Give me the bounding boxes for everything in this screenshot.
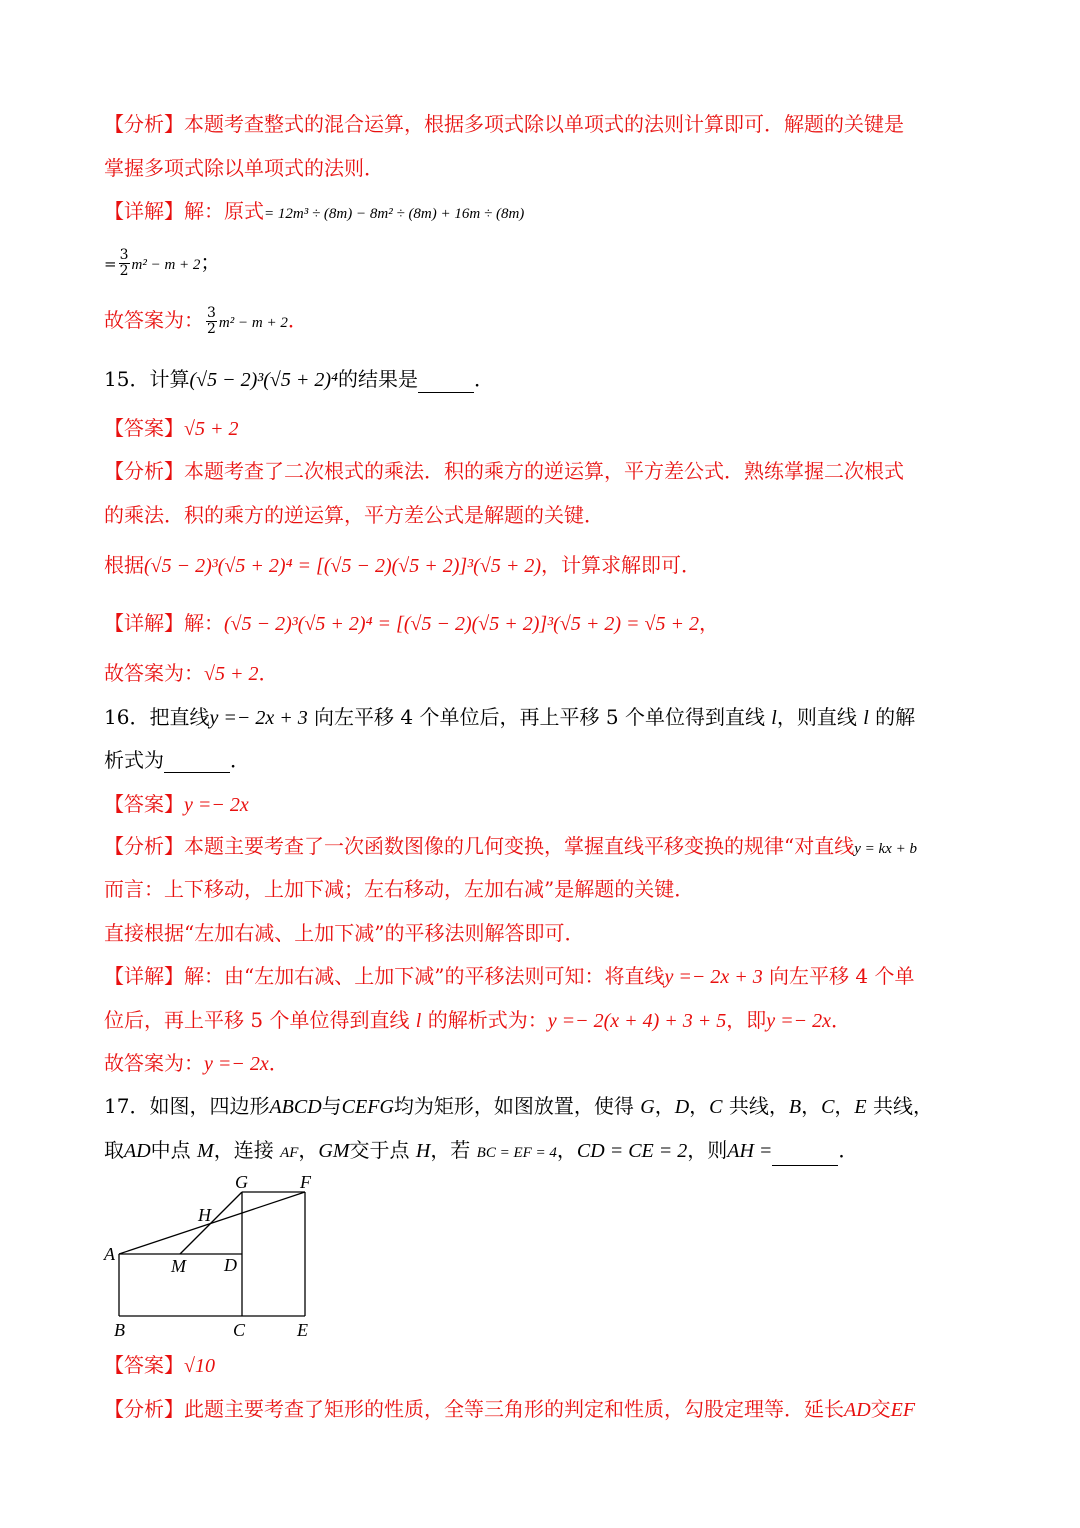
analysis-line-2 bbox=[104, 502, 604, 528]
final-label: 故答案为： bbox=[104, 1051, 204, 1075]
punctuation: ， bbox=[698, 611, 719, 635]
analysis-line bbox=[104, 833, 917, 862]
detail-line bbox=[104, 198, 524, 227]
detail-text: 解： bbox=[184, 611, 224, 635]
math-variable: M bbox=[197, 1140, 214, 1162]
math-variable: B bbox=[788, 1096, 802, 1118]
question-text: ， bbox=[689, 1094, 710, 1118]
segment-af bbox=[119, 1192, 305, 1254]
math-variable: CEFG bbox=[341, 1096, 394, 1118]
punctuation: ． bbox=[838, 1138, 859, 1162]
detail-text: 的解析式为： bbox=[421, 1008, 548, 1032]
math-expression: = 12m³ ÷ (8m) − 8m² ÷ (8m) + 16m ÷ (8m) bbox=[264, 206, 525, 222]
analysis-text: 的乘法．积的乘方的逆运算，平方差公式是解题的关键． bbox=[104, 503, 604, 527]
answer-line bbox=[104, 1352, 215, 1379]
detail-text: ，即 bbox=[726, 1008, 767, 1032]
label-b: B bbox=[114, 1320, 125, 1340]
detail-text: 向左平移 4 个单 bbox=[762, 964, 915, 988]
analysis-label: 【分析】 bbox=[104, 112, 184, 136]
label-c: C bbox=[233, 1320, 246, 1340]
question-15 bbox=[104, 366, 494, 393]
equals-sign: = bbox=[104, 255, 117, 273]
math-variable: AD bbox=[124, 1140, 151, 1162]
label-a: A bbox=[104, 1244, 115, 1264]
punctuation: ． bbox=[230, 748, 250, 772]
detail-label: 【详解】 bbox=[104, 199, 184, 223]
question-text: 交于点 bbox=[349, 1138, 416, 1162]
question-text: ，则 bbox=[687, 1138, 728, 1162]
final-answer-line bbox=[104, 1050, 289, 1077]
detail-label: 【详解】 bbox=[104, 611, 184, 635]
math-variable: ABCD bbox=[269, 1096, 322, 1118]
question-16 bbox=[104, 704, 915, 731]
question-text: 共线， bbox=[866, 1094, 933, 1118]
analysis-text: 掌握多项式除以单项式的法则． bbox=[104, 156, 384, 180]
analysis-line bbox=[104, 458, 904, 484]
final-label: 故答案为： bbox=[104, 308, 204, 332]
answer-label: 【答案】 bbox=[104, 1353, 184, 1377]
fraction bbox=[206, 306, 217, 337]
answer-value: √5 + 2 bbox=[184, 418, 239, 440]
math-expression: y =− 2x + 3 bbox=[209, 707, 308, 729]
detail-line-2 bbox=[104, 1007, 851, 1034]
question-number: 15． bbox=[104, 367, 150, 391]
punctuation: ． bbox=[831, 1008, 852, 1032]
analysis-text: 直接根据“左加右减、上加下减”的平移法则解答即可． bbox=[104, 921, 585, 945]
label-e: E bbox=[297, 1320, 308, 1340]
math-variable: G bbox=[640, 1096, 655, 1118]
math-variable: C bbox=[821, 1096, 835, 1118]
punctuation: ； bbox=[200, 250, 221, 274]
question-text: 的解 bbox=[868, 705, 916, 729]
analysis-label: 【分析】 bbox=[104, 834, 184, 858]
math-expression: y =− 2x bbox=[766, 1010, 832, 1032]
question-text: ，若 bbox=[430, 1138, 477, 1162]
label-f: F bbox=[300, 1172, 311, 1192]
question-text: 析式为 bbox=[104, 748, 164, 772]
math-expression: √5 + 2 bbox=[204, 663, 259, 685]
detail-text: 位后，再上平移 5 个单位得到直线 bbox=[104, 1008, 416, 1032]
detail-text: 解：原式 bbox=[184, 199, 264, 223]
math-variable: D bbox=[674, 1096, 690, 1118]
math-variable: H bbox=[415, 1140, 431, 1162]
geometry-figure bbox=[100, 1170, 340, 1340]
math-expression: AH = bbox=[727, 1140, 773, 1162]
answer-value: √10 bbox=[184, 1355, 215, 1377]
question-text: ， bbox=[298, 1138, 319, 1162]
punctuation: ． bbox=[287, 308, 308, 332]
question-text: 均为矩形，如图放置，使得 bbox=[393, 1094, 641, 1118]
detail-line-2 bbox=[104, 248, 220, 279]
question-text: ， bbox=[654, 1094, 675, 1118]
math-expression: y =− 2x + 3 bbox=[664, 966, 763, 988]
math-variable: GM bbox=[318, 1140, 350, 1162]
question-text: 与 bbox=[321, 1094, 342, 1118]
question-text: ， bbox=[556, 1138, 577, 1162]
math-expression: (√5 − 2)³(√5 + 2)⁴ bbox=[189, 369, 338, 391]
detail-label: 【详解】 bbox=[104, 964, 184, 988]
final-answer-line bbox=[104, 306, 308, 337]
analysis-label: 【分析】 bbox=[104, 1397, 184, 1421]
label-m: M bbox=[171, 1256, 186, 1276]
segment-gm bbox=[180, 1192, 242, 1254]
question-text: ， bbox=[834, 1094, 855, 1118]
math-variable: E bbox=[854, 1096, 867, 1118]
question-text: ，连接 bbox=[213, 1138, 281, 1162]
math-variable: l bbox=[863, 707, 869, 729]
detail-line bbox=[104, 610, 719, 637]
analysis-line-2 bbox=[104, 155, 384, 181]
analysis-text: 交 bbox=[870, 1397, 891, 1421]
math-expression: (√5 − 2)³(√5 + 2)⁴ = [(√5 − 2)(√5 + 2)]³(√5 + 2) = √5 + 2 bbox=[224, 613, 699, 635]
answer-line bbox=[104, 415, 238, 442]
fraction-denominator: 2 bbox=[119, 263, 129, 279]
answer-label: 【答案】 bbox=[104, 792, 184, 816]
fraction-denominator: 2 bbox=[207, 321, 216, 337]
answer-blank[interactable] bbox=[418, 372, 474, 393]
question-number: 17． bbox=[104, 1094, 150, 1118]
analysis-text: 此题主要考查了矩形的性质，全等三角形的判定和性质，勾股定理等．延长 bbox=[184, 1397, 844, 1421]
math-variable: l bbox=[771, 707, 777, 729]
question-text: 中点 bbox=[150, 1138, 198, 1162]
analysis-text: ，计算求解即可． bbox=[540, 553, 701, 577]
answer-value: y =− 2x bbox=[184, 794, 249, 816]
detail-line bbox=[104, 963, 915, 990]
math-variable: AD bbox=[844, 1399, 871, 1421]
analysis-label: 【分析】 bbox=[104, 459, 184, 483]
final-label: 故答案为： bbox=[104, 661, 204, 685]
question-number: 16． bbox=[104, 705, 150, 729]
question-text: 向左平移 4 个单位后，再上平移 5 个单位得到直线 bbox=[307, 705, 772, 729]
analysis-text: 根据 bbox=[104, 553, 144, 577]
analysis-text: 而言：上下移动，上加下减；左右移动，左加右减”是解题的关键． bbox=[104, 877, 695, 901]
question-text: 把直线 bbox=[149, 705, 210, 729]
analysis-line-3 bbox=[104, 920, 584, 946]
question-text: ， bbox=[801, 1094, 822, 1118]
question-text: ，则直线 bbox=[776, 705, 864, 729]
answer-blank[interactable] bbox=[164, 752, 230, 773]
punctuation: ． bbox=[268, 1051, 289, 1075]
math-expression: m² − m + 2 bbox=[131, 257, 201, 273]
question-text: 共线， bbox=[722, 1094, 789, 1118]
label-g: G bbox=[235, 1172, 248, 1192]
analysis-line-2 bbox=[104, 876, 694, 902]
math-expression: y =− 2x bbox=[204, 1053, 269, 1075]
question-17-line-2 bbox=[104, 1137, 858, 1166]
analysis-line bbox=[104, 111, 904, 137]
math-expression: y =− 2(x + 4) + 3 + 5 bbox=[547, 1010, 727, 1032]
math-variable: C bbox=[709, 1096, 723, 1118]
analysis-text: 本题考查了二次根式的乘法．积的乘方的逆运算，平方差公式．熟练掌握二次根式 bbox=[184, 459, 904, 483]
question-16-line-2 bbox=[104, 747, 250, 773]
analysis-line-3 bbox=[104, 552, 701, 579]
question-text: 计算 bbox=[149, 367, 190, 391]
question-17 bbox=[104, 1093, 933, 1120]
answer-label: 【答案】 bbox=[104, 416, 184, 440]
fraction-numerator: 3 bbox=[119, 247, 129, 263]
analysis-text: 本题主要考查了一次函数图像的几何变换，掌握直线平移变换的规律“对直线 bbox=[184, 834, 855, 858]
math-expression: m² − m + 2 bbox=[218, 315, 288, 331]
final-answer-line bbox=[104, 660, 278, 687]
question-text: 如图，四边形 bbox=[149, 1094, 270, 1118]
math-expression: (√5 − 2)³(√5 + 2)⁴ = [(√5 − 2)(√5 + 2)]³(√5 + 2) bbox=[144, 555, 541, 577]
math-variable: l bbox=[415, 1010, 422, 1032]
label-d: D bbox=[224, 1255, 237, 1275]
math-expression: BC = EF = 4 bbox=[476, 1145, 557, 1161]
math-variable: AF bbox=[280, 1145, 299, 1161]
analysis-line bbox=[104, 1396, 915, 1423]
detail-text: 解：由“左加右减、上加下减”的平移法则可知：将直线 bbox=[184, 964, 665, 988]
answer-blank[interactable] bbox=[772, 1145, 838, 1166]
punctuation: ． bbox=[258, 661, 279, 685]
question-text: 的结果是 bbox=[338, 367, 418, 391]
label-h: H bbox=[198, 1205, 211, 1225]
math-expression: y = kx + b bbox=[854, 841, 917, 857]
punctuation: ． bbox=[474, 367, 494, 391]
analysis-text: 本题考查整式的混合运算，根据多项式除以单项式的法则计算即可．解题的关键是 bbox=[184, 112, 904, 136]
math-expression: CD = CE = 2 bbox=[576, 1140, 688, 1162]
question-text: 取 bbox=[104, 1138, 124, 1162]
math-variable: EF bbox=[890, 1399, 916, 1421]
answer-line bbox=[104, 791, 249, 818]
fraction bbox=[119, 248, 130, 279]
fraction-numerator: 3 bbox=[207, 305, 216, 321]
